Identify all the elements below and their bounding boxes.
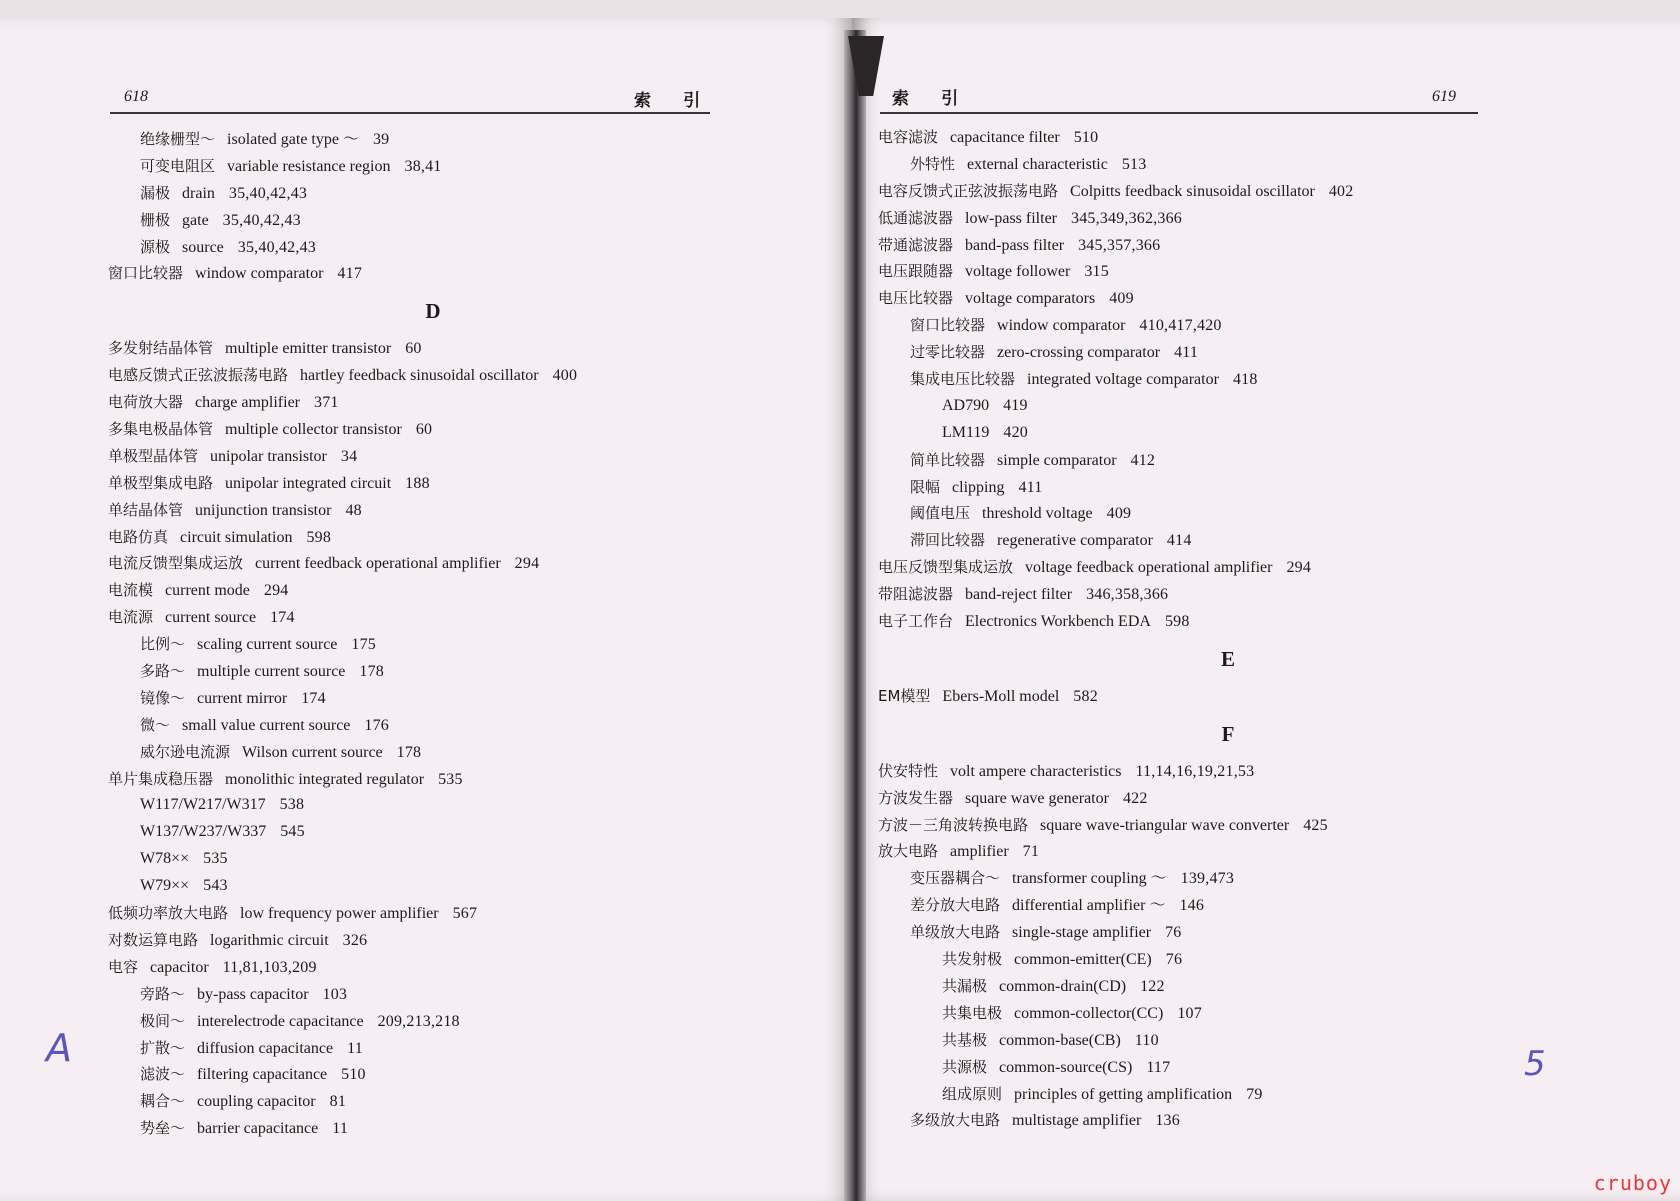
- handwritten-mark: 5: [1524, 1044, 1546, 1084]
- index-term-en: interelectrode capacitance: [197, 1012, 364, 1030]
- index-entry: [878, 973, 1578, 1000]
- index-term-en: coupling capacitor: [197, 1093, 316, 1111]
- index-term-en: band-pass filter: [965, 236, 1065, 254]
- index-term-cn: 共源极: [942, 1057, 988, 1076]
- index-entry: [108, 180, 758, 207]
- page-refs: 422: [1122, 789, 1148, 807]
- page-refs: 294: [514, 555, 540, 573]
- index-term-en: zero-crossing comparator: [997, 344, 1161, 362]
- index-term-cn: 极间～: [140, 1011, 186, 1030]
- index-entry: [878, 151, 1578, 178]
- index-term-cn: 耦合～: [140, 1092, 186, 1111]
- index-entry: [878, 500, 1578, 527]
- page-refs: 545: [280, 823, 305, 841]
- index-entry: [108, 846, 758, 873]
- index-term-en: low-pass filter: [965, 209, 1057, 227]
- index-entry: [878, 758, 1578, 785]
- page-refs: 420: [1003, 423, 1029, 441]
- index-term-en: by-pass capacitor: [197, 985, 309, 1003]
- index-term-en: single-stage amplifier: [1012, 924, 1152, 942]
- page-refs: 110: [1134, 1031, 1159, 1049]
- index-term-cn: 滤波～: [140, 1065, 186, 1084]
- index-entry: [108, 524, 758, 551]
- page-refs: 139,473: [1180, 870, 1235, 888]
- index-entry: [878, 124, 1578, 151]
- index-entry: [108, 792, 758, 819]
- index-entry: [108, 577, 758, 604]
- index-term-cn: 电压比较器: [878, 289, 954, 308]
- index-term-cn: 势垒～: [140, 1119, 186, 1138]
- index-entry: [108, 443, 758, 470]
- index-term-en: barrier capacitance: [197, 1120, 319, 1138]
- index-term-cn: 电容: [108, 957, 139, 976]
- section-letter: F: [1221, 721, 1235, 746]
- index-term-en: common-source(CS): [999, 1058, 1133, 1076]
- page-refs: 414: [1166, 532, 1192, 550]
- index-term-en: window comparator: [997, 317, 1126, 335]
- index-term-en: multistage amplifier: [1012, 1112, 1142, 1130]
- page-refs: 76: [1165, 951, 1183, 969]
- index-term-cn: 方波发生器: [878, 788, 954, 807]
- index-term-en: monolithic integrated regulator: [225, 770, 425, 788]
- page-refs: 598: [1164, 613, 1190, 631]
- page-refs: 35,40,42,43: [228, 184, 308, 202]
- page-refs: 371: [314, 394, 339, 412]
- index-term-cn: 栅极: [140, 210, 171, 229]
- index-entry: [878, 393, 1578, 420]
- page-refs: 409: [1109, 290, 1134, 308]
- index-term-cn: 电流模: [108, 581, 154, 600]
- page-refs: 174: [270, 609, 295, 627]
- index-entry: [108, 470, 758, 497]
- page-refs: 60: [415, 421, 433, 439]
- right-header-title: 索 引: [892, 89, 973, 108]
- page-refs: 538: [279, 796, 305, 814]
- book-spine: [844, 30, 866, 1201]
- index-term-cn: 过零比较器: [910, 343, 986, 362]
- index-entry: [878, 919, 1578, 946]
- page-refs: 39: [372, 131, 390, 148]
- index-term-en: capacitor: [150, 958, 209, 976]
- index-entry: [108, 1115, 758, 1142]
- index-term-en: drain: [182, 184, 215, 202]
- index-entry: [878, 527, 1578, 554]
- index-term-en: Wilson current source: [242, 743, 383, 761]
- page-refs: 60: [405, 340, 422, 358]
- right-page-number: 619: [1432, 88, 1456, 105]
- page-refs: 345,349,362,366: [1071, 209, 1182, 227]
- index-term-en: small value current source: [182, 716, 351, 734]
- index-entry: [108, 766, 758, 793]
- page-refs: 402: [1328, 182, 1354, 200]
- index-term-en: Electronics Workbench EDA: [965, 613, 1151, 631]
- index-term-cn: 单级放大电路: [910, 923, 1001, 942]
- index-term-cn: 共集电极: [942, 1003, 1003, 1022]
- left-header-rule: [110, 112, 710, 114]
- page-refs: 417: [337, 265, 363, 283]
- index-term-en: common-collector(CC): [1014, 1004, 1164, 1022]
- index-entry: [108, 900, 758, 927]
- index-term-en: amplifier: [950, 843, 1009, 861]
- index-term-cn: 电荷放大器: [108, 393, 184, 412]
- index-term-cn: 滞回比较器: [910, 531, 986, 550]
- index-term-cn: 电压跟随器: [878, 262, 954, 281]
- index-term-en: voltage comparators: [965, 290, 1096, 308]
- page-refs: 38,41: [404, 157, 442, 175]
- left-header-title: 索 引: [634, 91, 715, 110]
- index-entry: [878, 420, 1578, 447]
- index-term-cn: 多路～: [140, 662, 186, 681]
- index-entry: [108, 389, 758, 416]
- index-entry: [878, 474, 1578, 501]
- index-entry: [878, 1107, 1578, 1134]
- index-term-cn: 电流反馈型集成运放: [108, 554, 244, 573]
- left-page-number: 618: [124, 88, 148, 105]
- index-entry: [108, 1088, 758, 1115]
- index-term-cn: 可变电阻区: [140, 156, 216, 175]
- page-refs: 582: [1073, 687, 1098, 705]
- index-term-cn: 共基极: [942, 1030, 988, 1049]
- index-entry: [108, 658, 758, 685]
- index-term-en: current mode: [165, 582, 250, 600]
- page-refs: 146: [1179, 897, 1205, 915]
- index-term-en: Colpitts feedback sinusoidal oscillator: [1070, 182, 1315, 200]
- index-term-en: charge amplifier: [195, 394, 300, 412]
- index-term-cn: 旁路～: [140, 984, 186, 1003]
- index-term-cn: 低通滤波器: [878, 208, 954, 227]
- index-entry: [878, 447, 1578, 474]
- index-term-cn: 组成原则: [942, 1084, 1003, 1103]
- index-term-cn: 多发射结晶体管: [108, 339, 214, 358]
- index-entry: [108, 1061, 758, 1088]
- index-term-en: variable resistance region: [227, 157, 391, 175]
- section-letter: E: [1220, 646, 1235, 671]
- index-entry: [878, 1027, 1578, 1054]
- index-term-cn: 低频功率放大电路: [108, 904, 229, 923]
- index-term-en: clipping: [952, 478, 1005, 496]
- index-entry: [108, 234, 758, 261]
- index-entry: [878, 946, 1578, 973]
- index-term-en: common-base(CB): [999, 1031, 1121, 1049]
- index-entry: [108, 207, 758, 234]
- right-index-list: [878, 124, 1578, 1134]
- page-refs: 11: [347, 1039, 363, 1057]
- page-refs: 81: [329, 1093, 347, 1111]
- index-term-cn: 电压反馈型集成运放: [878, 558, 1014, 577]
- index-term-en: square wave-triangular wave converter: [1040, 816, 1290, 834]
- index-entry: [878, 1081, 1578, 1108]
- index-term-en: hartley feedback sinusoidal oscillator: [300, 367, 539, 385]
- index-entry: [878, 205, 1578, 232]
- index-term-en: voltage feedback operational amplifier: [1025, 559, 1273, 577]
- page-refs: 117: [1146, 1058, 1171, 1076]
- index-term-en: AD790: [942, 396, 990, 414]
- index-entry: [878, 608, 1578, 635]
- index-term-cn: 共漏极: [942, 976, 988, 995]
- index-term-en: integrated voltage comparator: [1027, 371, 1219, 389]
- page-refs: 326: [342, 931, 368, 949]
- index-term-en: circuit simulation: [180, 528, 293, 546]
- index-term-cn: 变压器耦合～: [910, 869, 1001, 888]
- index-term-en: diffusion capacitance: [197, 1039, 334, 1057]
- index-entry: [878, 312, 1578, 339]
- index-term-cn: 差分放大电路: [910, 896, 1001, 915]
- index-term-cn: 电子工作台: [878, 612, 954, 631]
- index-term-en: window comparator: [195, 265, 324, 283]
- index-term-en: low frequency power amplifier: [240, 905, 439, 923]
- left-page: [0, 18, 852, 1201]
- index-entry: [108, 497, 758, 524]
- index-term-cn: 对数运算电路: [108, 930, 199, 949]
- index-term-en: logarithmic circuit: [210, 931, 329, 949]
- watermark: cruboy: [1593, 1171, 1672, 1195]
- index-term-cn: 窗口比较器: [910, 316, 986, 335]
- index-term-cn: 电流源: [108, 608, 154, 627]
- right-header-rule: [880, 112, 1478, 114]
- index-entry: [878, 683, 1578, 710]
- index-term-en: simple comparator: [997, 451, 1117, 469]
- index-term-en: common-drain(CD): [999, 977, 1127, 995]
- page-refs: 346,358,366: [1086, 586, 1169, 604]
- index-entry: [108, 604, 758, 631]
- index-term-en: current source: [165, 609, 257, 627]
- page-refs: 11: [332, 1120, 349, 1138]
- index-term-en: source: [182, 238, 224, 256]
- page-refs: 11,81,103,209: [222, 958, 317, 976]
- index-term-cn: 电容反馈式正弦波振荡电路: [878, 181, 1059, 200]
- page-refs: 294: [263, 582, 289, 600]
- page-refs: 411: [1174, 344, 1199, 362]
- page-refs: 178: [359, 663, 385, 681]
- index-term-en: gate: [182, 211, 209, 229]
- index-term-en: multiple collector transistor: [225, 421, 402, 439]
- page-refs: 425: [1303, 816, 1328, 834]
- index-entry: [878, 892, 1578, 919]
- page-refs: 510: [341, 1066, 366, 1084]
- index-entry: [878, 366, 1578, 393]
- page-refs: 76: [1165, 924, 1182, 942]
- index-term-cn: 镜像～: [140, 688, 186, 707]
- index-entry: [878, 785, 1578, 812]
- index-term-en: unijunction transistor: [195, 501, 332, 519]
- page-refs: 178: [396, 743, 422, 761]
- index-term-cn: 单片集成稳压器: [108, 769, 214, 788]
- index-term-en: voltage follower: [965, 263, 1071, 281]
- index-term-en: unipolar transistor: [210, 447, 327, 465]
- page-refs: 598: [306, 528, 332, 546]
- index-entry: [878, 554, 1578, 581]
- index-term-cn: 放大电路: [878, 842, 939, 861]
- page-refs: 543: [203, 877, 228, 895]
- index-entry: [108, 631, 758, 658]
- index-entry: [878, 1000, 1578, 1027]
- index-entry: [108, 954, 758, 981]
- index-term-en: band-reject filter: [965, 586, 1073, 604]
- page-refs: 345,357,366: [1078, 236, 1161, 254]
- page-refs: 174: [301, 689, 326, 707]
- index-entry: [108, 416, 758, 443]
- index-term-cn: 带阻滤波器: [878, 585, 954, 604]
- index-term-en: scaling current source: [197, 636, 338, 654]
- page-refs: 34: [340, 447, 358, 465]
- index-term-en: differential amplifier ～: [1012, 897, 1166, 915]
- page-refs: 35,40,42,43: [237, 238, 316, 256]
- index-entry: [108, 819, 758, 846]
- index-entry: [878, 285, 1578, 312]
- index-term-cn: 集成电压比较器: [910, 370, 1016, 389]
- page-refs: 294: [1286, 559, 1312, 577]
- index-term-en: volt ampere characteristics: [950, 762, 1122, 780]
- index-entry: [108, 873, 758, 900]
- index-term-en: current mirror: [197, 689, 288, 707]
- index-term-cn: 简单比较器: [910, 450, 986, 469]
- index-entry: [108, 153, 758, 180]
- index-term-cn: 比例～: [140, 635, 186, 654]
- page-refs: 409: [1106, 505, 1132, 523]
- index-term-cn: 威尔逊电流源: [140, 742, 231, 761]
- handwritten-mark: A: [46, 1026, 72, 1070]
- right-page: [852, 18, 1680, 1201]
- index-entry: [878, 178, 1578, 205]
- index-entry: [108, 981, 758, 1008]
- page-refs: 513: [1121, 155, 1147, 173]
- index-term-cn: 多级放大电路: [910, 1111, 1001, 1130]
- index-entry: [108, 1035, 758, 1062]
- index-term-en: square wave generator: [965, 789, 1109, 807]
- index-term-cn: 窗口比较器: [108, 264, 184, 283]
- index-term-en: W137/W237/W337: [140, 823, 267, 841]
- index-term-en: principles of getting amplification: [1014, 1085, 1233, 1103]
- index-entry: [878, 581, 1578, 608]
- left-index-list: [108, 126, 758, 1142]
- index-term-cn: 方波－三角波转换电路: [878, 815, 1029, 834]
- index-term-cn: 单极型集成电路: [108, 473, 214, 492]
- index-term-cn: 阈值电压: [910, 504, 971, 523]
- page-refs: 419: [1003, 396, 1028, 414]
- index-term-en: common-emitter(CE): [1014, 951, 1152, 969]
- index-entry: [878, 1054, 1578, 1081]
- index-entry: [108, 260, 758, 287]
- index-term-cn: 带通滤波器: [878, 235, 954, 254]
- index-term-en: W79××: [140, 877, 190, 895]
- index-entry: [108, 739, 758, 766]
- index-term-cn: 漏极: [140, 183, 171, 202]
- index-term-en: transformer coupling ～: [1012, 870, 1167, 888]
- index-entry: [108, 1008, 758, 1035]
- page-refs: 567: [452, 905, 478, 923]
- index-entry: [878, 258, 1578, 285]
- section-letter: D: [425, 299, 441, 324]
- index-term-cn: 绝缘栅型～: [140, 130, 216, 148]
- index-entry: [878, 865, 1578, 892]
- index-term-en: multiple current source: [197, 663, 346, 681]
- index-term-cn: EM模型: [878, 686, 931, 705]
- index-term-en: external characteristic: [967, 155, 1108, 173]
- page-refs: 71: [1022, 843, 1040, 861]
- index-term-en: multiple emitter transistor: [225, 340, 392, 358]
- index-term-cn: 扩散～: [140, 1038, 186, 1057]
- index-term-en: regenerative comparator: [997, 532, 1153, 550]
- index-entry: [108, 685, 758, 712]
- index-entry: [878, 838, 1578, 865]
- index-entry: [108, 712, 758, 739]
- page-refs: 418: [1232, 371, 1258, 389]
- index-term-en: threshold voltage: [982, 505, 1093, 523]
- index-term-cn: 伏安特性: [878, 761, 939, 780]
- index-term-cn: 电感反馈式正弦波振荡电路: [108, 366, 289, 385]
- index-term-cn: 多集电极晶体管: [108, 420, 214, 439]
- index-term-cn: 源极: [140, 237, 171, 256]
- page-refs: 79: [1246, 1085, 1263, 1103]
- index-term-en: unipolar integrated circuit: [225, 474, 392, 492]
- index-term-en: current feedback operational amplifier: [255, 555, 501, 573]
- index-term-cn: 单极型晶体管: [108, 446, 199, 465]
- page-refs: 535: [438, 770, 463, 788]
- index-entry: [108, 927, 758, 954]
- page-refs: 510: [1073, 129, 1099, 146]
- page-refs: 136: [1155, 1112, 1180, 1130]
- index-term-en: isolated gate type ～: [227, 131, 359, 148]
- page-refs: 315: [1084, 263, 1109, 281]
- index-entry: [108, 362, 758, 389]
- index-entry: [108, 335, 758, 362]
- index-term-cn: 共发射极: [942, 950, 1003, 969]
- index-entry: [108, 126, 758, 153]
- page-refs: 35,40,42,43: [222, 211, 301, 229]
- index-entry: [878, 232, 1578, 259]
- page-refs: 103: [322, 985, 348, 1003]
- page-refs: 188: [405, 474, 430, 492]
- index-term-cn: 单结晶体管: [108, 500, 184, 519]
- index-term-en: filtering capacitance: [197, 1066, 328, 1084]
- page-refs: 412: [1130, 451, 1156, 469]
- index-entry: [878, 339, 1578, 366]
- page-refs: 11,14,16,19,21,53: [1135, 762, 1255, 780]
- page-refs: 209,213,218: [377, 1012, 460, 1030]
- index-term-en: LM119: [942, 423, 990, 441]
- page-refs: 411: [1018, 478, 1043, 496]
- page-refs: 107: [1177, 1004, 1202, 1022]
- index-term-cn: 电路仿真: [108, 527, 169, 546]
- index-term-cn: 外特性: [910, 154, 956, 173]
- page-refs: 176: [364, 716, 389, 734]
- index-term-cn: 电容滤波: [878, 128, 939, 146]
- index-term-en: capacitance filter: [950, 129, 1060, 146]
- index-term-en: W78××: [140, 850, 190, 868]
- page-refs: 410,417,420: [1139, 317, 1222, 335]
- index-entry: [878, 812, 1578, 839]
- index-term-cn: 微～: [140, 715, 171, 734]
- page-refs: 535: [203, 850, 228, 868]
- page-refs: 48: [345, 501, 362, 519]
- page-refs: 175: [351, 636, 377, 654]
- index-term-cn: 限幅: [910, 477, 941, 496]
- index-term-en: Ebers-Moll model: [942, 687, 1060, 705]
- page-refs: 122: [1140, 977, 1165, 995]
- index-term-en: W117/W217/W317: [140, 796, 266, 814]
- page-refs: 400: [552, 367, 578, 385]
- index-entry: [108, 550, 758, 577]
